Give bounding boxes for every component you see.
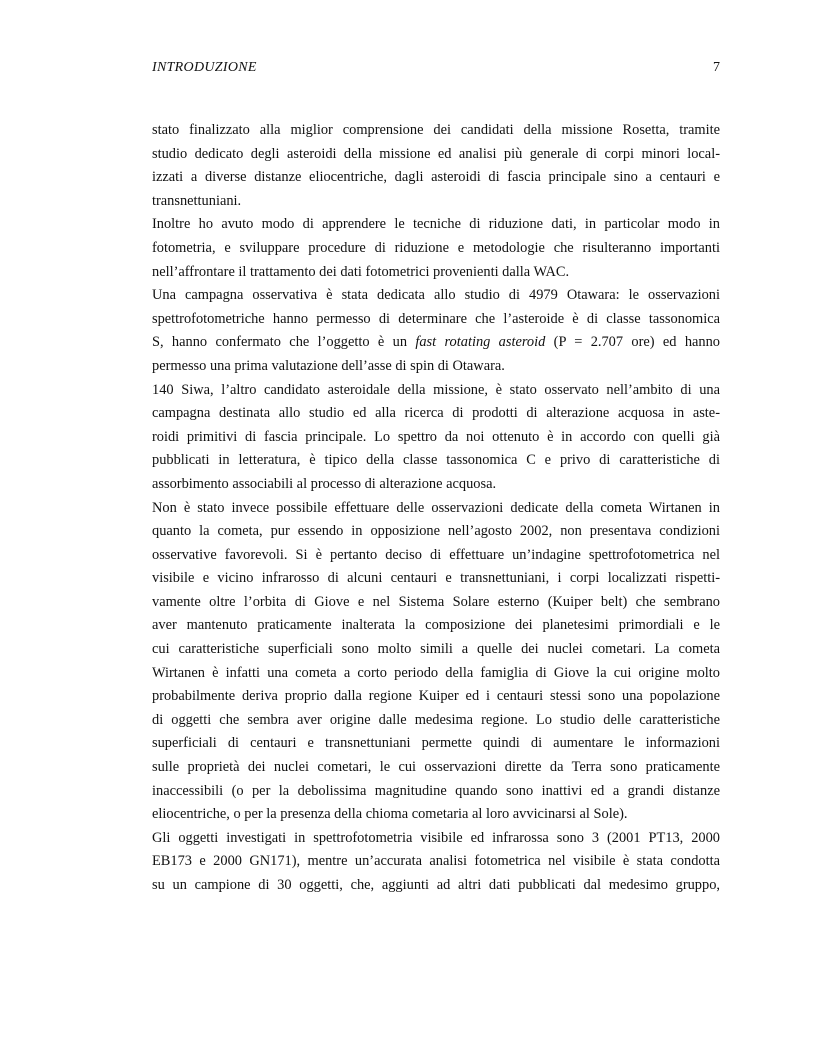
text-line: probabilmente deriva proprio dalla regione Kuiper ed i centauri stessi sono una popolazione: [152, 688, 720, 705]
text-line: su un campione di 30 oggetti, che, aggiunti ad altri dati pubblicati dal medesimo gruppo,: [152, 877, 720, 893]
text-segment: S, hanno confermato che l’oggetto è un: [152, 334, 416, 351]
text-line: studio dedicato degli asteroidi della missione ed analisi più generale di corpi minori local-: [152, 145, 720, 162]
text-line: osservative favorevoli. Si è pertanto deciso di effettuare un’indagine spettrofotometrica nel: [152, 546, 720, 563]
text-line: superficiali di centauri e transnettuniani permette quindi di aumentare le informazioni: [152, 735, 720, 752]
text-line: inaccessibili (o per la debolissima magnitudine quando sono inattivi ed a grandi distanze: [152, 782, 720, 799]
text-line: fotometria, e sviluppare procedure di riduzione e metodologie che risulteranno importanti: [152, 239, 720, 256]
text-line: 140 Siwa, l’altro candidato asteroidale della missione, è stato osservato nell’ambito di una: [152, 381, 720, 398]
text-line: visibile e vicino infrarosso di alcuni centauri e transnettuniani, i corpi localizzati rispetti-: [152, 570, 720, 587]
running-title: INTRODUZIONE: [152, 60, 257, 75]
emphasized-term: fast rotating asteroid: [415, 334, 546, 351]
text-line: Non è stato invece possibile effettuare delle osservazioni dedicate della cometa Wirtanen in: [152, 499, 720, 516]
paragraph: [152, 213, 720, 284]
text-line: spettrofotometriche hanno permesso di determinare che l’asteroide è di classe tassonomica: [152, 310, 720, 327]
text-line: izzati a diverse distanze eliocentriche, dagli asteroidi di fascia principale sino a centauri e: [152, 169, 720, 186]
paragraph: [152, 119, 720, 213]
paragraph: [152, 497, 720, 827]
text-line: sulle proprietà dei nuclei cometari, le cui osservazioni dirette da Terra sono praticamente: [152, 759, 720, 776]
text-line: roidi primitivi di fascia principale. Lo spettro da noi ottenuto è in accordo con quelli già: [152, 428, 720, 445]
text-line: assorbimento associabili al processo di alterazione acquosa.: [152, 475, 497, 492]
text-line: vamente oltre l’orbita di Giove e nel Sistema Solare esterno (Kuiper belt) che sembrano: [152, 593, 720, 610]
text-line: cui caratteristiche superficiali sono molto simili a quelle dei nuclei cometari. La cometa: [152, 641, 720, 658]
text-line: EB173 e 2000 GN171), mentre un’accurata analisi fotometrica nel visibile è stata condotta: [152, 853, 720, 870]
text-line: Inoltre ho avuto modo di apprendere le tecniche di riduzione dati, in particolar modo in: [152, 216, 720, 233]
paragraph: [152, 284, 720, 378]
text-line: stato finalizzato alla miglior comprensione dei candidati della missione Rosetta, tramite: [152, 122, 720, 138]
page-header: [152, 60, 720, 80]
text-line: [152, 331, 720, 355]
text-line: Wirtanen è infatti una cometa a corto periodo della famiglia di Giove la cui origine molto: [152, 664, 720, 681]
page-number: 7: [713, 60, 720, 75]
text-line: di oggetti che sembra aver origine dalle medesima regione. Lo studio delle caratteristiche: [152, 711, 720, 728]
text-line: pubblicati in letteratura, è tipico della classe tassonomica C e privo di caratteristiche di: [152, 452, 720, 469]
text-line: eliocentriche, o per la presenza della chioma cometaria al loro avvicinarsi al Sole).: [152, 806, 628, 823]
text-line: campagna destinata allo studio ed alla ricerca di prodotti di alterazione acquosa in aste-: [152, 405, 720, 422]
paragraph: [152, 827, 720, 898]
paragraph: [152, 379, 720, 497]
body-text: [152, 119, 720, 898]
text-line: aver mantenuto praticamente inalterata la composizione dei planetesimi primordiali e le: [152, 617, 720, 634]
text-line: Gli oggetti investigati in spettrofotometria visibile ed infrarossa sono 3 (2001 PT13, 2000: [152, 829, 720, 846]
text-line: nell’affrontare il trattamento dei dati fotometrici provenienti dalla WAC.: [152, 263, 570, 280]
text-line: transnettuniani.: [152, 192, 242, 209]
text-segment: (P = 2.707 ore) ed hanno: [545, 334, 720, 351]
text-line: Una campagna osservativa è stata dedicata allo studio di 4979 Otawara: le osservazioni: [152, 287, 720, 304]
text-line: permesso una prima valutazione dell’asse di spin di Otawara.: [152, 357, 505, 374]
text-line: quanto la cometa, pur essendo in opposizione nell’agosto 2002, non presentava condizioni: [152, 523, 720, 540]
